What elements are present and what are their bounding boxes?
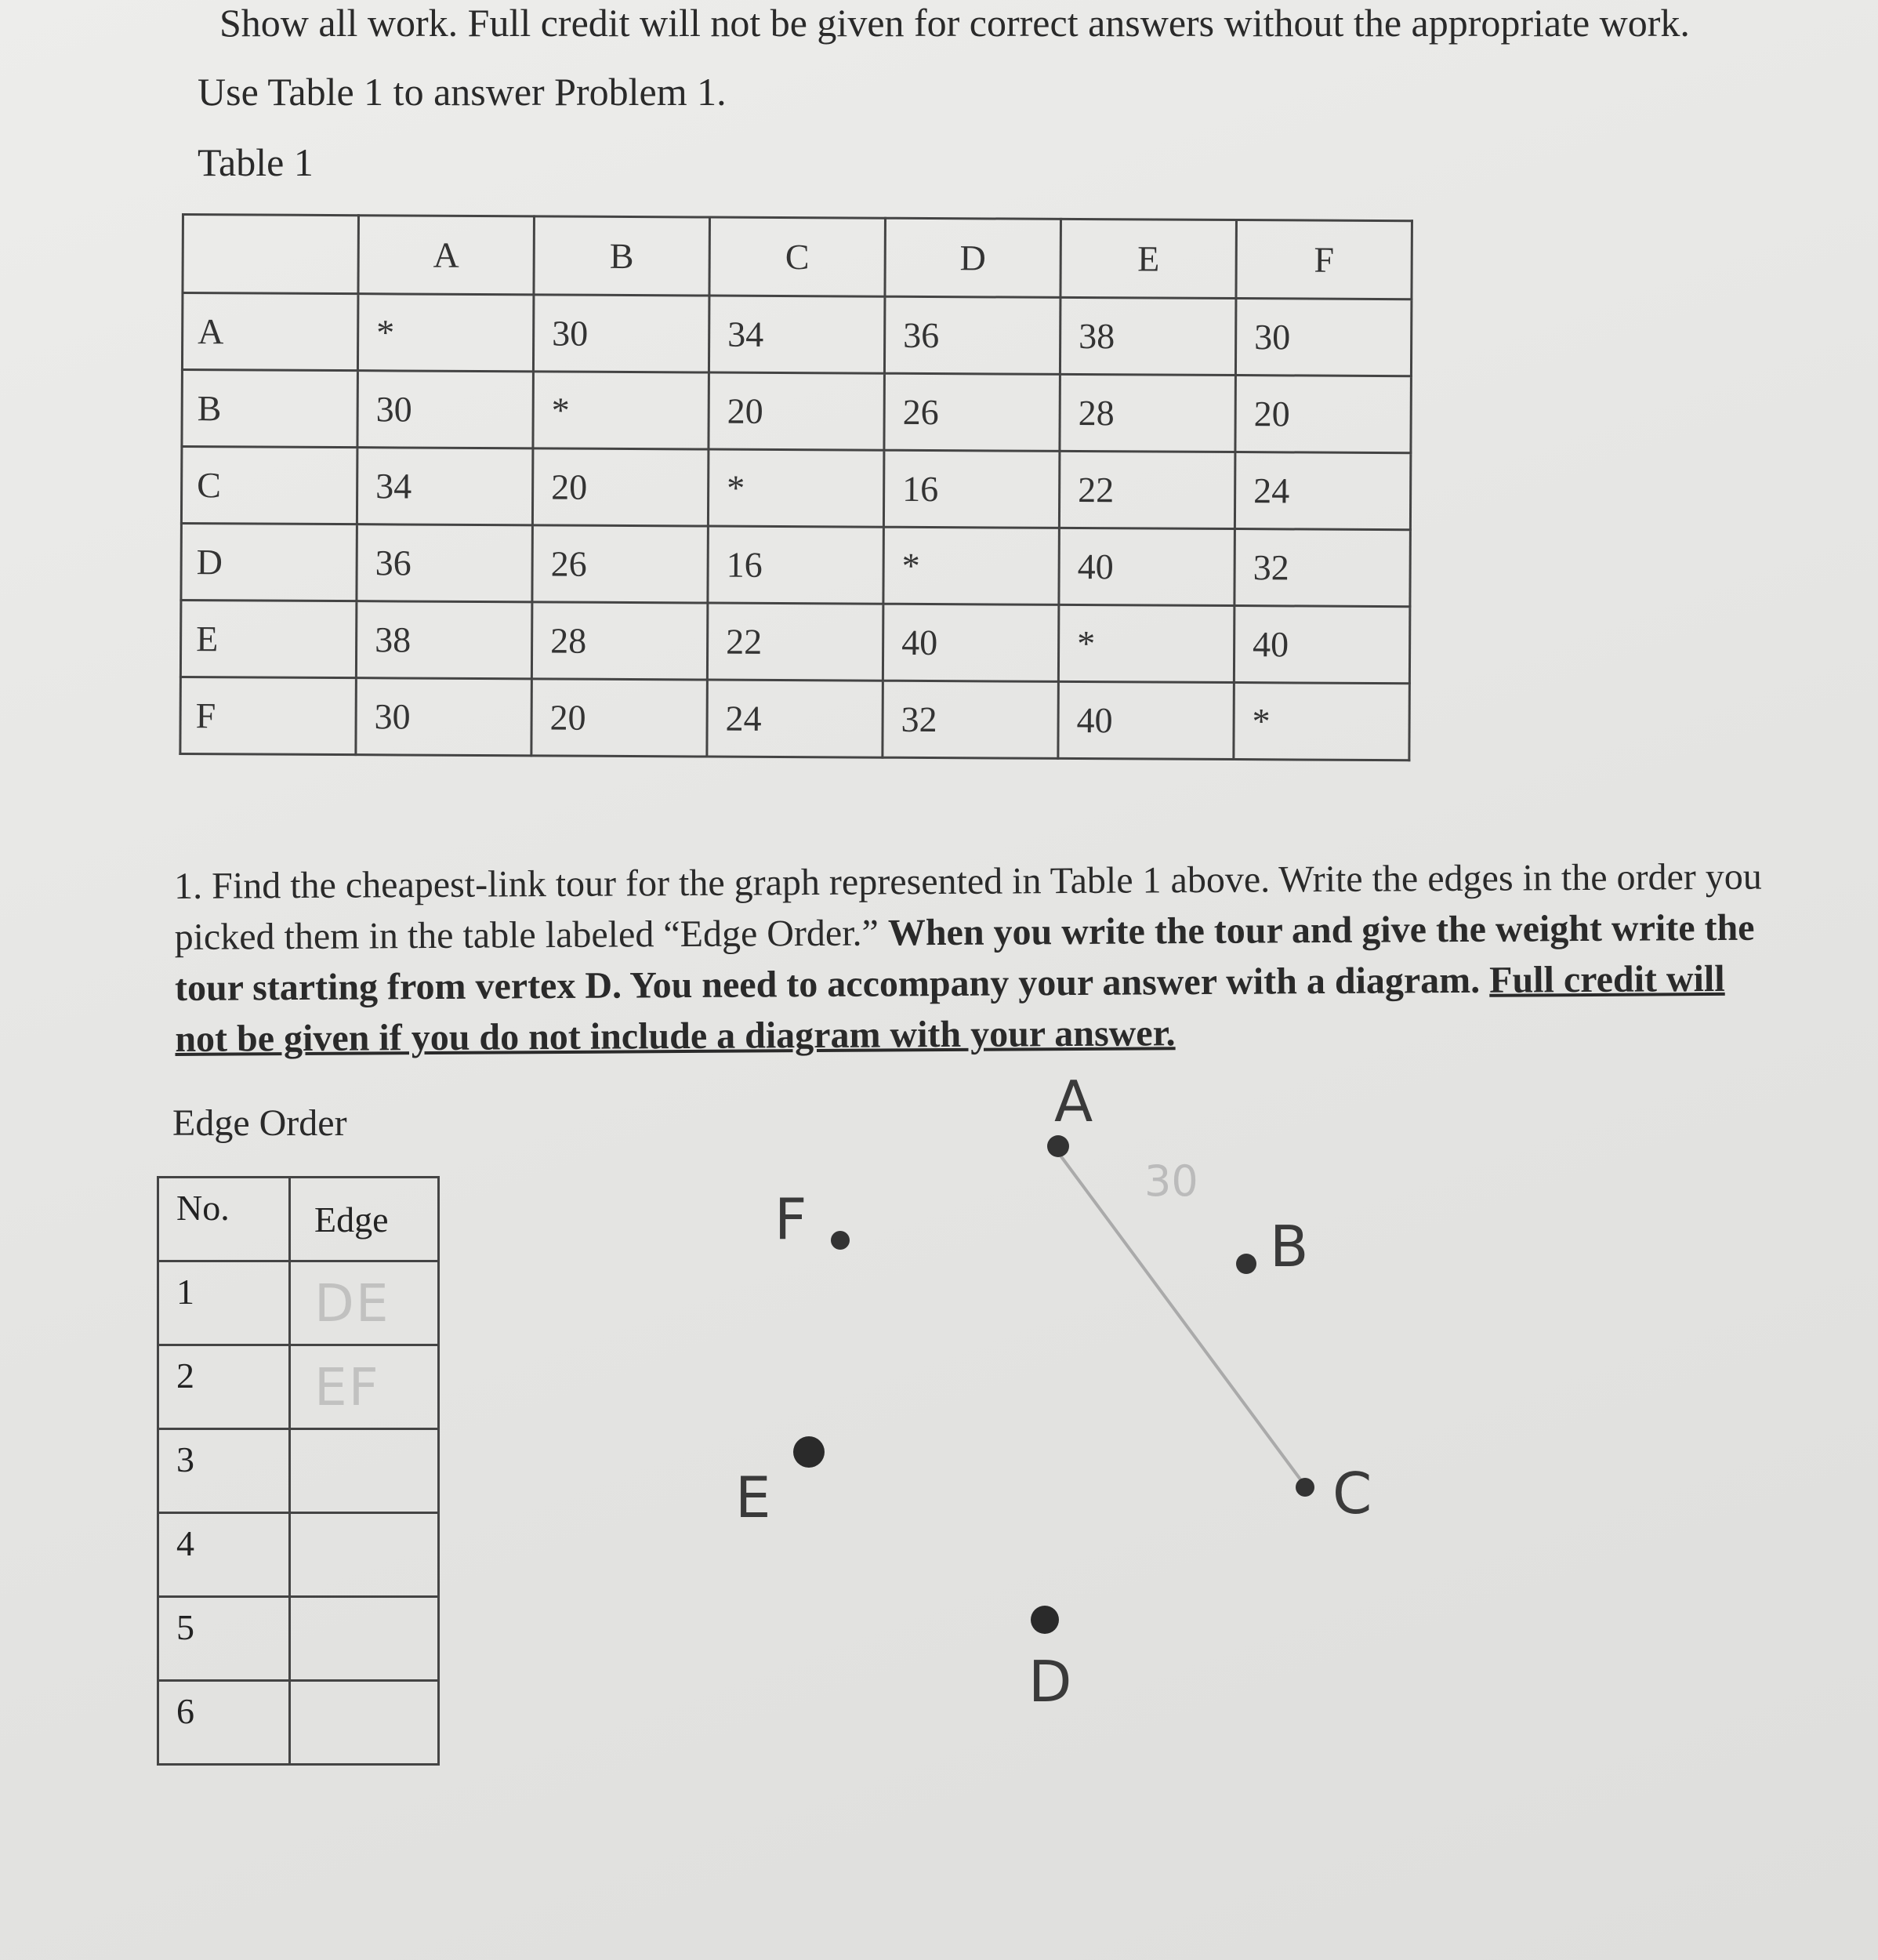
- table-cell: 40: [1059, 528, 1235, 605]
- table-cell: 32: [883, 681, 1059, 758]
- edge-number: 5: [158, 1597, 290, 1681]
- table-cell: 38: [1060, 297, 1236, 375]
- edge-number: 1: [158, 1261, 290, 1345]
- table-cell: *: [1058, 604, 1234, 682]
- table-cell: 20: [532, 448, 709, 526]
- vertex-f-dot: [831, 1231, 850, 1250]
- table-cell: 40: [1234, 606, 1410, 684]
- vertex-c-dot: [1296, 1478, 1314, 1497]
- table-cell: 16: [883, 450, 1060, 528]
- no-header: No.: [158, 1178, 290, 1261]
- row-header-cell: F: [180, 677, 357, 754]
- row-header-cell: A: [182, 293, 358, 371]
- table-header-cell: A: [358, 216, 535, 295]
- table-cell: *: [533, 372, 709, 449]
- table-cell: 30: [357, 371, 534, 448]
- vertex-e-dot: [793, 1436, 825, 1468]
- edge-handwriting: EF: [314, 1356, 380, 1417]
- table-header-cell: E: [1060, 219, 1237, 298]
- edge-header: Edge: [290, 1178, 439, 1261]
- table-cell: 20: [709, 372, 885, 450]
- instruction-text: Show all work. Full credit will not be given for correct answers without the appropriate work.: [219, 1, 1690, 45]
- table-cell: 28: [1060, 374, 1236, 452]
- table-cell: 38: [356, 601, 532, 679]
- edge-number: 2: [158, 1345, 290, 1429]
- vertex-a-dot: [1047, 1135, 1069, 1157]
- problem-text: 1. Find the cheapest-link tour for the graph represented in Table 1 above. Write the edges in the order you picked them in the table labeled “Edge Order.”: [174, 855, 1762, 958]
- vertex-b-label: B: [1270, 1214, 1309, 1279]
- table-caption: Table 1: [198, 140, 314, 184]
- vertex-c-label: C: [1332, 1461, 1372, 1526]
- row-header-cell: C: [181, 447, 357, 524]
- table-cell: 20: [1235, 376, 1412, 453]
- edge-order-caption: Edge Order: [172, 1102, 347, 1144]
- edge-number: 3: [158, 1429, 290, 1513]
- vertex-e-label: E: [735, 1465, 771, 1530]
- table-cell: 40: [883, 604, 1059, 681]
- vertex-d-label: D: [1028, 1649, 1072, 1715]
- table-cell: 30: [1235, 299, 1412, 376]
- row-header-cell: D: [181, 524, 357, 601]
- edge-number: 6: [158, 1681, 290, 1765]
- table-cell: *: [357, 294, 534, 372]
- edge-number: 4: [158, 1513, 290, 1597]
- edge-weight-label: 30: [1144, 1156, 1198, 1206]
- table-cell: 24: [707, 680, 883, 757]
- table-header-cell: D: [885, 218, 1061, 297]
- table-cell: 34: [357, 448, 533, 525]
- table-cell: 36: [357, 524, 533, 602]
- problem-underlined-text: Full credit will not be given if you do not include a diagram with your answer.: [175, 957, 1725, 1060]
- table-cell: 22: [707, 603, 883, 681]
- vertex-f-label: F: [774, 1186, 807, 1252]
- table-cell: 22: [1059, 451, 1235, 528]
- table-cell: 32: [1234, 529, 1411, 607]
- vertex-b-dot: [1236, 1254, 1256, 1274]
- table-cell: 36: [884, 296, 1060, 374]
- edge-handwriting: DE: [314, 1272, 390, 1334]
- table-cell: 16: [708, 526, 884, 604]
- use-table-text: Use Table 1 to answer Problem 1.: [198, 70, 727, 114]
- vertex-a-label: A: [1054, 1069, 1093, 1134]
- table-cell: 34: [709, 296, 885, 373]
- table-cell: 24: [1234, 452, 1411, 530]
- table-cell: 30: [356, 678, 532, 756]
- table-header-cell: B: [534, 216, 710, 296]
- table-cell: 40: [1058, 681, 1234, 759]
- vertex-d-dot: [1031, 1606, 1059, 1634]
- table-header-cell: C: [709, 217, 886, 296]
- table-cell: *: [708, 449, 884, 527]
- table-cell: 28: [531, 602, 708, 680]
- table-cell: *: [883, 527, 1060, 604]
- row-header-cell: E: [180, 601, 357, 678]
- table-cell: 26: [884, 373, 1060, 451]
- problem-bold-text: When you write the tour and give the weight write the tour starting from vertex D. You need to accompany your answer with a diagram.: [174, 906, 1755, 1009]
- table-cell: 26: [532, 525, 709, 603]
- table-cell: 20: [531, 679, 708, 757]
- row-header-cell: B: [182, 370, 358, 448]
- table-header-cell: F: [1236, 220, 1412, 299]
- table-cell: *: [1234, 683, 1410, 760]
- table-cell: 30: [533, 295, 709, 372]
